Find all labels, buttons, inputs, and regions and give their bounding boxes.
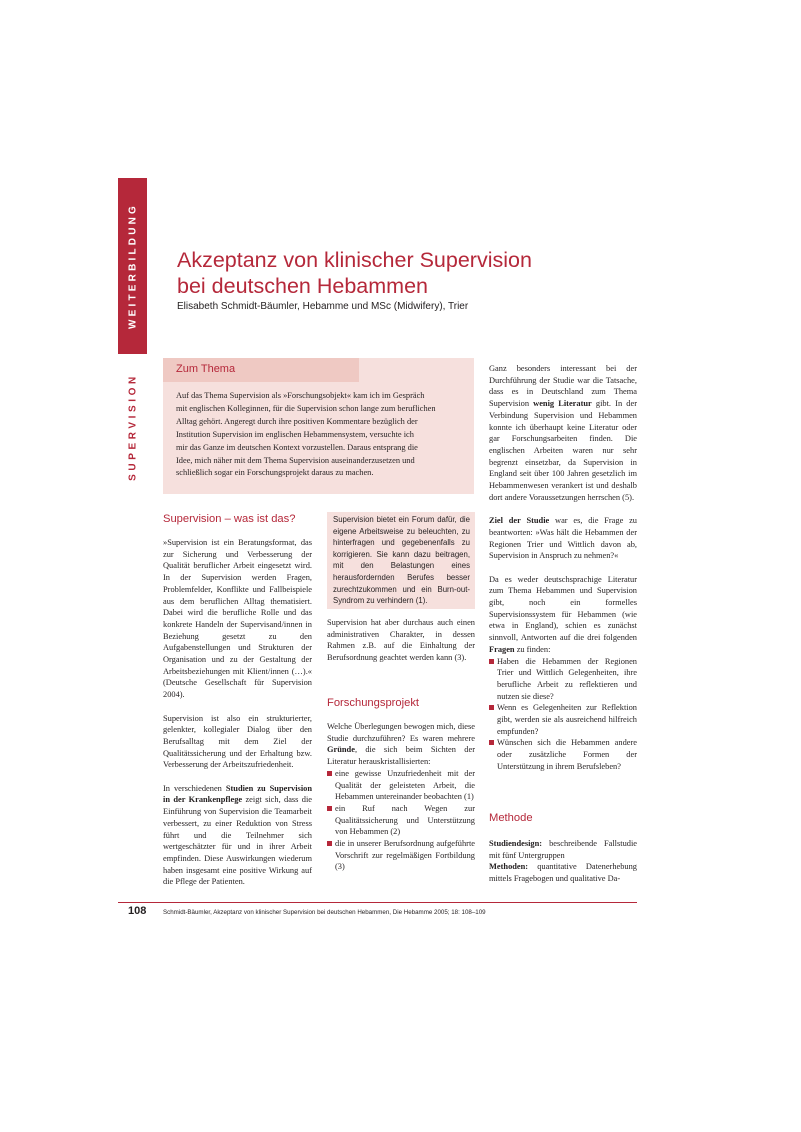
zum-thema-heading: Zum Thema — [176, 363, 236, 375]
column-3-methods — [489, 838, 637, 885]
section-label: WEITERBILDUNG — [127, 202, 138, 330]
col2-p2-pre: Welche Überlegungen bewogen mich, diese Studie durchzuführen? Es waren mehrere — [327, 722, 475, 743]
method-design — [489, 838, 637, 861]
zum-thema-line: Idee, mich näher mit dem Thema Supervision auseinanderzusetzen und — [176, 455, 415, 465]
method-design-label: Studiendesign: — [489, 839, 543, 848]
page-number: 108 — [128, 905, 147, 917]
col1-p3-bold: Studien zu Supervision in der Krankenpflege — [163, 783, 312, 805]
col3-paragraph-2 — [489, 515, 637, 562]
article-author: Elisabeth Schmidt-Bäumler, Hebamme und MSc (Midwifery), Trier — [177, 301, 469, 312]
col3-p1-post: gibt. In der Verbindung Supervision und Hebammen konnte ich überhaupt keine Literatur oder gar Forschungsarbeiten finden. Die englischen Arbeiten waren nur sehr begrenzt einsetzbar, da Supervision in England seit über 100 Jahren gesetzlich im Hebammenwesen verankert ist und deshalb dort andere Voraussetzungen herrschen (5). — [489, 399, 637, 502]
list-item: Haben die Hebammen der Regionen Trier und Wittlich Gelegenheiten, ihre berufliche Arbeit zu reflektieren und nutzen sie diese? — [489, 656, 637, 703]
col3-p1-pre: Ganz besonders interessant bei der Durchführung der Studie war die Tatsache, dass es in Deutschland zum Thema Supervision — [489, 364, 637, 409]
column-3-body — [489, 363, 637, 773]
method-design-text: beschreibende Fallstudie mit fünf Untergruppen — [489, 839, 637, 860]
col1-p3-post: zeigt sich, dass die Einführung von Supervision die Teamarbeit verbessert, zu einer Reduktion von Stress führt und die Teilnehmer sich wertgeschätzter für und in ihrer Arbeit empfinden. Diese Auswirkungen wiederum haben insgesamt eine positive Wirkung auf die Pflege der Patienten. — [163, 795, 313, 887]
col3-p3-post: zu finden: — [514, 644, 551, 654]
topic-label-box — [118, 364, 147, 490]
col1-paragraph-1: »Supervision ist ein Beratungsformat, das zur Sicherung und Verbesserung der Qualität beruflicher Arbeit eingesetzt wird. In der Supervision werden Fragen, Problemfelder, Konflikte und Fallbeispiele aus dem beruflichen Alltag thematisiert. Dabei wird die berufliche Rolle und das konkrete Handeln der Supervisand/innen in Beziehung gesetzt zu den Aufgabenstellungen und Strukturen der Organisation und zu der Gestaltung der Arbeitsbeziehungen mit Klient/innen (…).« (Deutsche Gesellschaft für Supervision 2004). — [163, 538, 312, 700]
column-2-body-2 — [327, 721, 475, 873]
footer-rule — [118, 902, 637, 903]
title-line-2: bei deutschen Hebammen — [177, 274, 428, 298]
col3-p3-bold: Fragen — [489, 644, 515, 654]
col3-p2-post: war es, die Frage zu beantworten: »Was hält die Hebammen der Regionen Trier und Wittlich davon ab, Supervision in Anspruch zu nehmen?« — [489, 516, 637, 561]
heading-forschungsprojekt: Forschungsprojekt — [327, 697, 420, 709]
topic-label: SUPERVISION — [127, 373, 138, 481]
title-line-1: Akzeptanz von klinischer Supervision — [177, 248, 532, 272]
method-methods — [489, 861, 637, 884]
article-title — [177, 247, 597, 299]
col2-paragraph-1: Supervision hat aber durchaus auch einen administrativen Charakter, in dessen Rahmen z.B. auf die Einhaltung der Berufsordnung geachtet werden kann (3). — [327, 618, 475, 663]
reasons-list — [327, 768, 475, 873]
col3-paragraph-3 — [489, 574, 637, 656]
col3-p3-pre: Da es weder deutschsprachige Literatur zum Thema Hebammen und Supervision gibt, noch ein formelles Supervisionssystem für Hebammen (wie etwa in England), schien es zunächst sinnvoll, Antworten auf die drei folgenden — [489, 574, 637, 643]
col3-p2-bold: Ziel der Studie — [489, 516, 550, 526]
col2-paragraph-2 — [327, 721, 475, 768]
pull-quote: Supervision bietet ein Forum dafür, die eigene Arbeitsweise zu beleuchten, zu hinterfragen und gegebenenfalls zu korrigieren. Sie kann dazu beitragen, mit den Belastungen eines herausfordernden Berufes besser zurechtzukommen und ein Burn-out-Syndrom zu verhindern (1). — [333, 515, 470, 606]
zum-thema-line: mir das Ganze im deutschen Kontext vorzustellen. Daraus entsprang die — [176, 442, 418, 452]
list-item: die in unserer Berufsordnung aufgeführte Vorschrift zur regelmäßigen Fortbildung (3) — [327, 838, 475, 873]
col2-p2-post: , die sich beim Sichten der Literatur herauskristallisierten: — [327, 745, 475, 767]
col1-paragraph-2: Supervision ist also ein strukturierter, gelenkter, kollegialer Dialog über den Berufsalltag mit dem Ziel der Qualitätssicherung und der Erhaltung bzw. Verbesserung der Arbeitszufriedenheit. — [163, 713, 312, 770]
col3-paragraph-1 — [489, 363, 637, 503]
zum-thema-line: schließlich sogar ein Forschungsprojekt daraus zu machen. — [176, 468, 374, 478]
zum-thema-text — [176, 390, 466, 480]
zum-thema-line: Auf das Thema Supervision als »Forschungsobjekt« kam ich im Gespräch — [176, 391, 425, 400]
col2-p2-bold: Gründe — [327, 745, 355, 755]
col3-p1-bold: wenig Literatur — [533, 399, 592, 409]
footer-citation: Schmidt-Bäumler, Akzeptanz von klinischer Supervision bei deutschen Hebammen, Die Hebamme 2005; 18: 108–109 — [163, 909, 486, 916]
questions-list — [489, 656, 637, 773]
method-methods-text: quantitative Datenerhebung mittels Fragebogen und qualitative Da- — [489, 862, 637, 884]
zum-thema-line: mit englischen Kolleginnen, für die Supervision schon lange zum beruflichen — [176, 403, 436, 413]
zum-thema-line: Institution Supervision im englischen Hebammensystem, versuchte ich — [176, 429, 414, 439]
zum-thema-line: Alltag gehört. Angeregt durch ihre positiven Kommentare bezüglich der — [176, 416, 418, 426]
list-item: Wünschen sich die Hebammen andere oder zusätzliche Formen der Unterstützung in ihrem Berufsleben? — [489, 737, 637, 772]
method-methods-label: Methoden: — [489, 862, 529, 872]
col1-paragraph-3 — [163, 783, 312, 888]
col1-p3-pre: In verschiedenen — [163, 783, 226, 793]
heading-supervision: Supervision – was ist das? — [163, 513, 296, 525]
list-item: Wenn es Gelegenheiten zur Reflektion gibt, werden sie als ausreichend hilfreich empfunden? — [489, 702, 637, 737]
heading-methode: Methode — [489, 812, 533, 824]
section-label-box — [118, 178, 147, 354]
list-item: ein Ruf nach Wegen zur Qualitätssicherung und Unterstützung von Hebammen (2) — [327, 803, 475, 838]
list-item: eine gewisse Unzufriedenheit mit der Qualität der geleisteten Arbeit, die Hebammen untereinander beobachten (1) — [327, 768, 475, 803]
column-1-body — [163, 537, 312, 900]
column-2-body — [327, 617, 475, 676]
